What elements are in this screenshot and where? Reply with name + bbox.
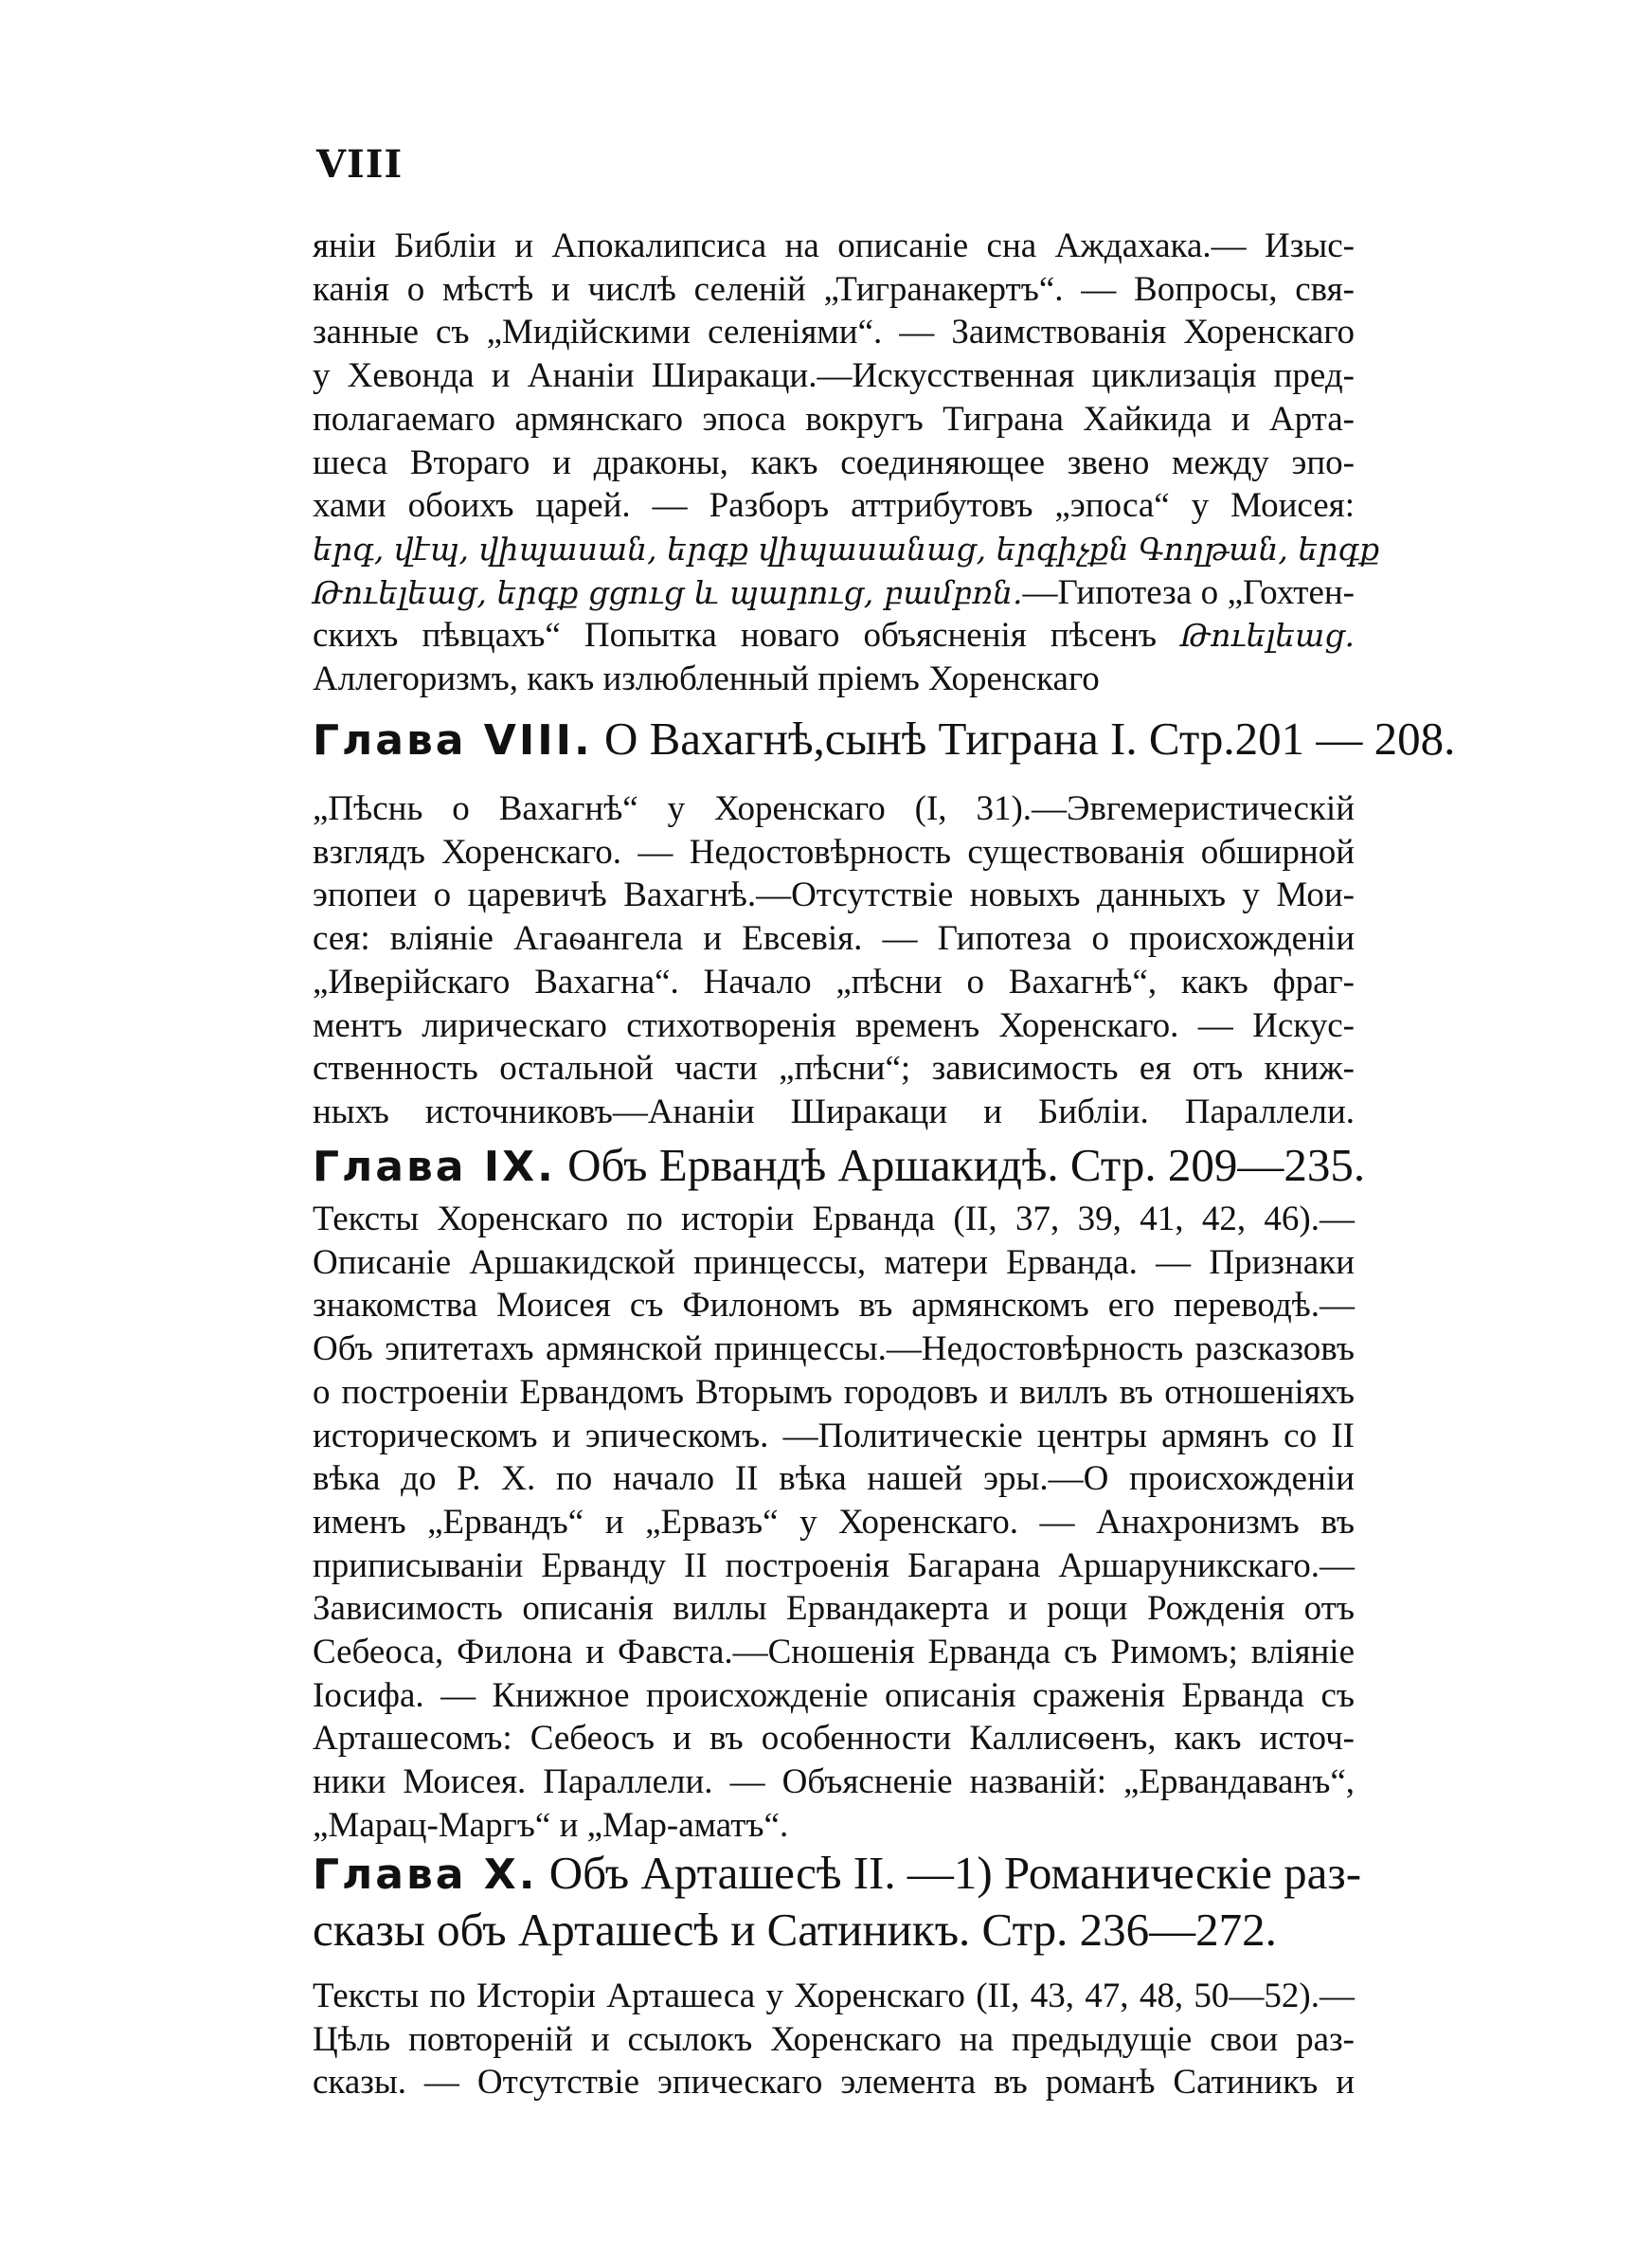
text-line: Арташесомъ: Себеосъ и въ особенности Каллисѳенъ, какъ источ- [313, 1719, 1355, 1759]
text-line: Iосифа. — Книжное происхожденiе описанiя сраженiя Ерванда съ [313, 1675, 1355, 1715]
text-line: Цѣль повторенiй и ссылокъ Хоренскаго на предыдущiе свои раз- [313, 2019, 1355, 2059]
text-block-2 [313, 787, 1355, 1134]
text-line: канiя о мѣстѣ и числѣ селенiй „Тигранакертъ“. — Вопросы, свя- [313, 269, 1355, 309]
text-line: сказы. — Отсутствiе эпическаго элемента въ романѣ Сатиникъ и [313, 2063, 1355, 2103]
text-line: о построенiи Ервандомъ Вторымъ городовъ и виллъ въ отношенiяхъ [313, 1372, 1355, 1412]
text-line: Описанiе Аршакидской принцессы, матери Ерванда. — Признаки [313, 1242, 1355, 1282]
text-line: „Пѣснь о Вахагнѣ“ у Хоренскаго (I, 31).—Эвгемеристическiй [313, 789, 1355, 828]
text-line: ственность остальной части „пѣсни“; зависимость ея отъ книж- [313, 1049, 1355, 1089]
text-line: Зависимость описанiя виллы Ервандакерта и рощи Рожденiя отъ [313, 1589, 1355, 1629]
text-line: вѣка до Р. Х. по начало II вѣка нашей эры.—О происхожденiи [313, 1459, 1355, 1499]
armenian-terms-line: երգ, վէպ, վիպասան, երգք վիպասանաց, երգիչքն Գողթան, երգք [313, 530, 1380, 568]
text-fragment: скихъ пѣвцахъ“ Попытка новаго объясненiя пѣсенъ [313, 616, 1158, 656]
chapter-label: Глава VIII. [313, 716, 593, 765]
chapter-title: О Вахагнѣ,сынѣ Тиграна I. Стр.201 — 208. [603, 713, 1456, 765]
armenian-terms: Թուելեաց, երգք ցցուց և պարուց, բամբռն. [313, 573, 1023, 611]
text-line [313, 571, 1355, 615]
text-line: янiи Библiи и Апокалипсиса на описанiе сна Аждахака.— Изыс- [313, 226, 1355, 265]
text-line: шеса Втораго и драконы, какъ соединяющее звено между эпо- [313, 442, 1355, 482]
chapter-title: Объ Ервандѣ Аршакидѣ. Стр. 209—235. [567, 1139, 1366, 1191]
text-line: эпопеи о царевичѣ Вахагнѣ.—Отсутствiе новыхъ данныхъ у Мои- [313, 876, 1355, 915]
text-line: ментъ лирическаго стихотворенiя временъ Хоренскаго. — Искус- [313, 1005, 1355, 1045]
text-line: именъ „Ервандъ“ и „Ервазъ“ у Хоренскаго. — Анахронизмъ въ [313, 1502, 1355, 1542]
text-block-3 [313, 1198, 1355, 1848]
text-line: взглядъ Хоренскаго. — Недостовѣрность существованiя обширной [313, 832, 1355, 872]
text-line: Объ эпитетахъ армянской принцессы.—Недостовѣрность разсказовъ [313, 1329, 1355, 1369]
text-block-1 [313, 225, 1380, 701]
text-line: „Марац-Маргъ“ и „Мар-аматъ“. [313, 1805, 789, 1845]
text-line: историческомъ и эпическомъ. —Политическiе центры армянъ со II [313, 1416, 1355, 1455]
text-line [313, 614, 1355, 658]
text-line: Себеоса, Филона и Фавста.—Сношенiя Ерванда съ Римомъ; влiянiе [313, 1633, 1355, 1672]
text-line: Тексты Хоренскаго по исторiи Ерванда (II, 37, 39, 41, 42, 46).— [313, 1200, 1355, 1238]
text-block-4 [313, 1975, 1355, 2104]
text-line: „Иверiйскаго Вахагна“. Начало „пѣсни о Вахагнѣ“, какъ фраг- [313, 962, 1355, 1002]
text-line: хами обоихъ царей. — Разборъ аттрибутовъ „эпоса“ у Моисея: [313, 486, 1355, 526]
page-number: VIII [316, 142, 404, 187]
text-line: полагаемаго армянскаго эпоса вокругъ Тиграна Хайкида и Арта- [313, 399, 1355, 439]
chapter-label: Глава X. [313, 1851, 538, 1899]
chapter-10-heading [313, 1846, 1362, 1958]
text-line: приписыванiи Ерванду II построенiя Багарана Аршаруникскаго.— [313, 1545, 1355, 1585]
chapter-9-heading [313, 1138, 1366, 1195]
text-line: сея: влiянiе Агаѳангела и Евсевiя. — Гипотеза о происхожденiи [313, 919, 1355, 959]
text-line: ники Моисея. Параллели. — Объясненiе названiй: „Ервандаванъ“, [313, 1762, 1355, 1802]
text-line: Аллегоризмъ, какъ излюбленный прiемъ Хоренскаго [313, 659, 1100, 699]
text-line: Тексты по Исторiи Арташеса у Хоренскаго (II, 43, 47, 48, 50—52).— [313, 1977, 1355, 2015]
text-fragment: —Гипотеза о „Гохтен- [1022, 572, 1355, 612]
chapter-8-heading [313, 712, 1456, 768]
armenian-term: Թուելեաց. [1180, 617, 1356, 655]
chapter-title: Объ Арташесѣ II. —1) Романическiе раз- [548, 1847, 1362, 1899]
chapter-title-continued: сказы объ Арташесѣ и Сатиникъ. Стр. 236—272. [313, 1904, 1277, 1956]
text-line: занные съ „Мидiйскими селенiями“. — Заимствованiя Хоренскаго [313, 313, 1355, 352]
text-line: у Хевонда и Ананiи Ширакаци.—Искусственная циклизацiя пред- [313, 356, 1355, 396]
text-line: знакомства Моисея съ Филономъ въ армянскомъ его переводѣ.— [313, 1286, 1355, 1326]
text-line: ныхъ источниковъ—Ананiи Ширакаци и Библiи. Параллели. [313, 1092, 1355, 1131]
chapter-label: Глава IX. [313, 1143, 556, 1191]
